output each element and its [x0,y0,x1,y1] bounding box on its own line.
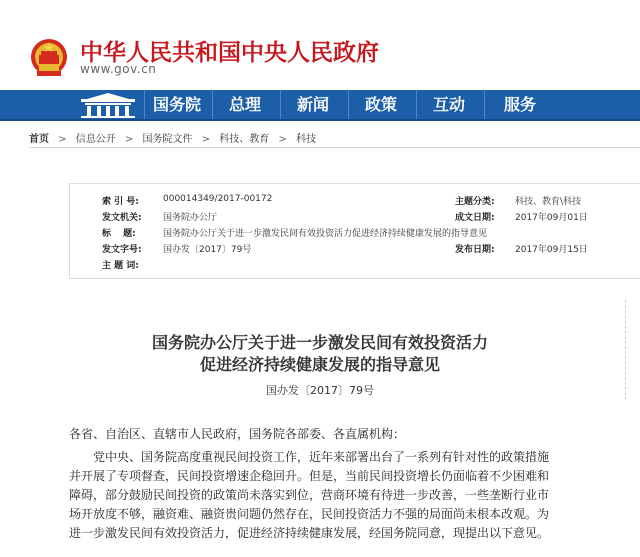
date-label: 成文日期: [455,213,495,223]
index-value: 000014349/2017-00172 [163,194,273,204]
breadcrumb-state-council-docs[interactable]: 国务院文件 [142,134,193,145]
docnum-label: 发文字号: [102,245,142,255]
article-body-line: 党中央、国务院高度重视民间投资工作，近年来部署出台了一系列有针对性的政策措施 [93,450,550,464]
nav-item-policy[interactable]: 政策 [348,90,413,119]
site-url[interactable]: www.gov.cn [80,62,157,76]
article-doc-number: 国办发〔2017〕79号 [266,384,374,397]
issuer-label: 发文机关: [102,213,142,223]
article-title-line2: 促进经济持续健康发展的指导意见 [199,355,440,374]
breadcrumb [29,130,316,145]
site-header [0,0,640,90]
index-label: 索 引 号: [102,197,139,207]
site-title[interactable]: 中华人民共和国中央人民政府 [80,39,379,66]
breadcrumb-separator-icon: > [278,134,287,145]
article-body-line: 障碍，部分鼓励民间投资的政策尚未落实到位，营商环境有待进一步改善，一些垄断行业市 [69,488,550,502]
info-row-keywords [70,258,640,272]
gate-home-icon[interactable] [73,90,143,119]
nav-item-services[interactable]: 服务 [484,90,555,119]
article-title-line1: 国务院办公厅关于进一步激发民间有效投资活力 [151,333,488,352]
date-value: 2017年09月01日 [515,213,588,223]
breadcrumb-info-disclosure[interactable]: 信息公开 [75,134,116,145]
nav-item-news[interactable]: 新闻 [280,90,345,119]
national-emblem-icon[interactable] [29,37,69,79]
nav-item-state-council[interactable]: 国务院 [144,90,209,119]
document-info-table [69,183,640,279]
breadcrumb-separator-icon: > [124,134,134,145]
nav-item-interaction[interactable]: 互动 [416,90,481,119]
breadcrumb-science[interactable]: 科技 [296,134,317,145]
breadcrumb-separator-icon: > [201,134,211,145]
title-value: 国务院办公厅关于进一步激发民间有效投资活力促进经济持续健康发展的指导意见 [163,229,488,239]
main-nav [0,90,640,121]
article-salutation: 各省、自治区、直辖市人民政府，国务院各部委、各直属机构： [69,427,406,441]
nav-item-premier[interactable]: 总理 [212,90,277,119]
docnum-value: 国办发〔2017〕79号 [163,245,252,255]
info-row-docnum [70,242,640,256]
title-label: 标 题: [102,229,136,239]
topic-value: 科技、教育\科技 [515,197,582,207]
info-row-title [70,226,640,240]
info-row-issuer [70,210,640,224]
breadcrumb-sci-edu[interactable]: 科技、教育 [219,134,270,145]
topic-label: 主题分类: [455,197,495,207]
keywords-label: 主 题 词: [102,261,139,271]
breadcrumb-home[interactable]: 首页 [29,134,49,145]
article-body-line: 进一步激发民间有效投资活力，促进经济持续健康发展，经国务院同意，现提出以下意见。 [69,526,550,540]
breadcrumb-separator-icon: > [58,134,67,145]
article-body-line: 场开放度不够，融资难、融资贵问题仍然存在，民间投资活力不强的局面尚未根本改观。为 [69,507,550,521]
divider [29,147,640,148]
issuer-value: 国务院办公厅 [163,213,218,223]
article-body-line: 并开展了专项督查，民间投资增速企稳回升。但是，当前民间投资增长仍面临着不少困难和 [69,469,550,483]
pub-date-value: 2017年09月15日 [515,245,588,255]
info-row-index [70,194,640,208]
pub-date-label: 发布日期: [455,245,495,255]
